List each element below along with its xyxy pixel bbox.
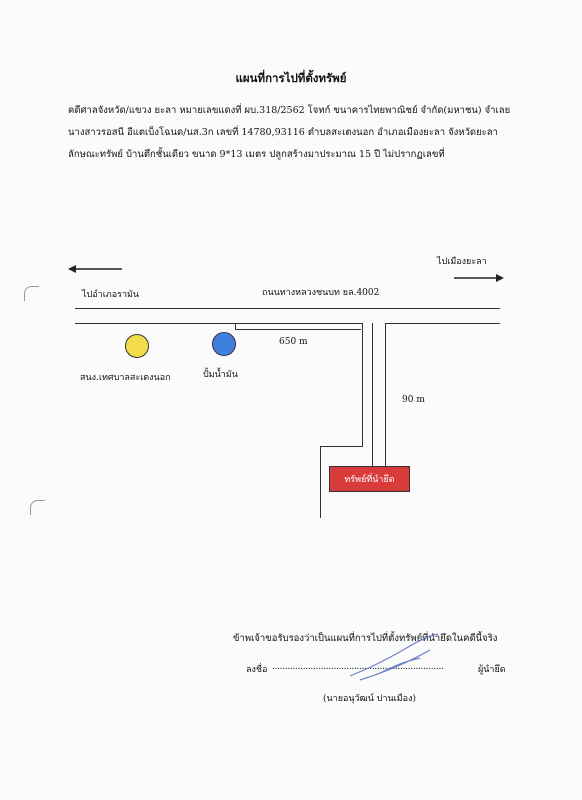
document-title: แผนที่การไปที่ตั้งทรัพย์ — [235, 71, 347, 85]
lane-left-lower — [320, 446, 321, 518]
signature-role: ผู้นำยึด — [478, 665, 506, 675]
distance-vertical-label: 90 m — [402, 395, 425, 405]
municipal-office-marker — [125, 334, 149, 358]
signer-name: (นายอนุวัฒน์ ปานเมือง) — [323, 694, 416, 704]
gas-station-label: ปั้มน้ำมัน — [203, 370, 238, 380]
direction-left-label: ไปอำเภอรามัน — [82, 290, 140, 300]
gas-station-marker — [212, 332, 236, 356]
vertical-distance-line — [385, 323, 386, 466]
lane-left-edge — [362, 323, 363, 446]
municipal-office-label: สนง.เทศบาลสะเตงนอก — [80, 373, 171, 383]
property-marker: ทรัพย์ที่นำยึด — [329, 466, 410, 492]
lane-jog — [320, 446, 363, 447]
certification-statement: ข้าพเจ้าขอรับรองว่าเป็นแผนที่การไปที่ตั้งทรัพย์ที่นำยึดในคดีนี้จริง — [233, 633, 498, 644]
punch-hole-mark — [30, 500, 45, 515]
arrow-right-icon — [454, 273, 504, 283]
signature-line: ................................................................... — [272, 662, 444, 672]
document-line-2: นางสาวรอสนี อีแตเบ็งโฉนด/นส.3ก เลขที่ 14780,93116 ตำบลสะเตงนอก อำเภอเมืองยะลา จังหวัดยะลา — [68, 127, 498, 138]
signature-prefix: ลงชื่อ — [246, 665, 268, 675]
distance-horizontal-label: 650 m — [279, 337, 308, 347]
road-top-edge — [75, 308, 500, 309]
road-bottom-edge-left — [75, 323, 363, 324]
road-name-label: ถนนทางหลวงชนบท ยล.4002 — [262, 288, 380, 298]
distance-line-horizontal — [235, 329, 361, 330]
arrow-left-icon — [68, 264, 124, 274]
document-line-1: คดีศาลจังหวัด/แขวง ยะลา หมายเลขแดงที่ ผบ.318/2562 โจทก์ ขนาคารไทยพาณิชย์ จำกัด(มหาชน) จำเลย — [68, 105, 511, 116]
lane-right-edge — [372, 323, 373, 467]
road-bottom-edge-right — [385, 323, 500, 324]
document-line-3: ลักษณะทรัพย์ บ้านตึกชั้นเดียว ขนาด 9*13 เมตร ปลูกสร้างมาประมาณ 15 ปี ไม่ปรากฏเลขที่ — [68, 149, 445, 160]
direction-right-label: ไปเมืองยะลา — [437, 257, 487, 267]
handwritten-signature — [330, 628, 450, 688]
punch-hole-mark — [24, 286, 39, 301]
